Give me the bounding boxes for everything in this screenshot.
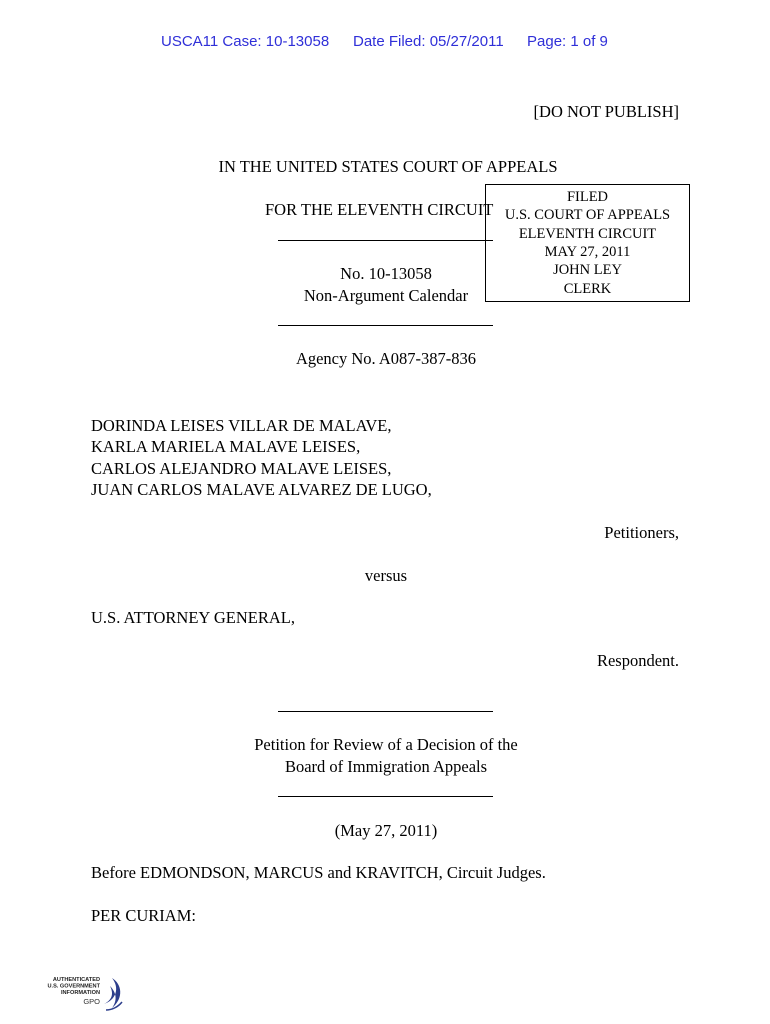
calendar-type: Non-Argument Calendar [303,286,469,305]
petitioners-label: Petitioners, [604,523,679,542]
circuit-name: FOR THE ELEVENTH CIRCUIT [265,200,494,219]
petitioner-name: CARLOS ALEJANDRO MALAVE LEISES, [91,459,392,478]
versus-label: versus [364,566,408,585]
agency-number: Agency No. A087-387-836 [295,349,477,368]
separator-rule [278,325,493,326]
separator-rule [278,240,493,241]
stamp-line: FILED [566,189,609,205]
respondent-name: U.S. ATTORNEY GENERAL, [91,608,295,627]
separator-rule [278,711,493,712]
respondent-label: Respondent. [596,651,679,670]
gpo-authentication-logo [46,974,130,1014]
logo-text: AUTHENTICATED [52,977,100,983]
petition-title: Petition for Review of a Decision of the [254,735,518,754]
petitioner-name: DORINDA LEISES VILLAR DE MALAVE, [91,416,392,435]
petitioner-name: KARLA MARIELA MALAVE LEISES, [91,437,361,456]
stamp-line: MAY 27, 2011 [544,244,631,260]
date-filed-header: Date Filed: 05/27/2011 [353,33,504,50]
per-curiam: PER CURIAM: [91,906,196,925]
page-number-header: Page: 1 of 9 [527,33,608,50]
logo-text: U.S. GOVERNMENT [47,983,100,990]
stamp-line: ELEVENTH CIRCUIT [518,226,657,242]
decision-date: (May 27, 2011) [334,821,438,840]
judges-line: Before EDMONDSON, MARCUS and KRAVITCH, Circuit Judges. [91,863,546,882]
docket-number: No. 10-13058 [340,264,432,283]
separator-rule [278,796,493,797]
stamp-line: U.S. COURT OF APPEALS [504,207,671,223]
logo-mark: GPO [83,997,100,1006]
filed-stamp [485,184,690,302]
eagle-icon [104,978,120,1008]
petition-board: Board of Immigration Appeals [284,757,488,776]
case-number-header: USCA11 Case: 10-13058 [161,33,330,50]
stamp-line: CLERK [563,281,612,297]
publish-status: [DO NOT PUBLISH] [533,102,679,121]
logo-text: INFORMATION [60,990,100,996]
stamp-line: JOHN LEY [553,262,622,278]
petitioner-name: JUAN CARLOS MALAVE ALVAREZ DE LUGO, [91,480,432,499]
court-name: IN THE UNITED STATES COURT OF APPEALS [218,157,558,176]
